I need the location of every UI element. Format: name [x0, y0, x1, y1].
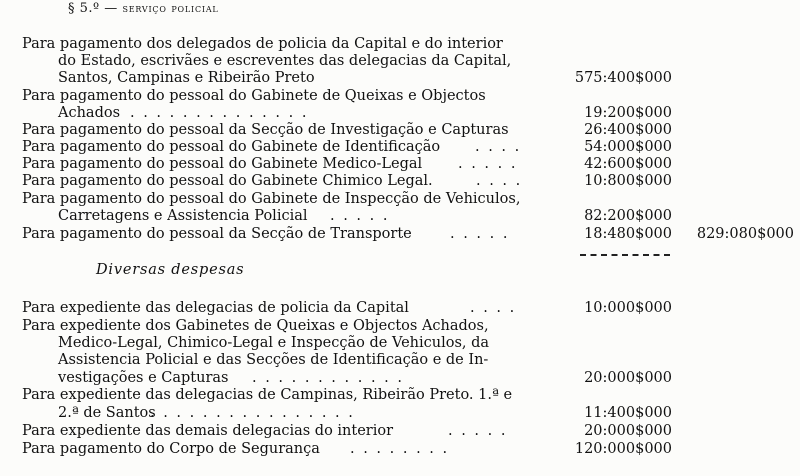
- section-heading: [68, 1, 219, 16]
- sum-rule: [580, 254, 670, 256]
- leader-dots: . . . . .: [458, 156, 518, 172]
- subheading: Diversas despesas: [96, 262, 245, 278]
- entry-text: Para pagamento do Corpo de Segurança: [22, 441, 320, 457]
- entry-line: [0, 300, 800, 317]
- leader-dots: . . . . . . . . . . . . . . . .: [150, 405, 355, 421]
- entry-amount: 20:000$000: [584, 370, 672, 386]
- entry-text: Para pagamento do pessoal do Gabinete Chimico Legal.: [22, 173, 433, 189]
- section-number: § 5.º: [68, 1, 100, 16]
- entry-text: Medico-Legal, Chimico-Legal e Inspecção de Vehiculos, da: [58, 335, 490, 351]
- entry-text: Para expediente das delegacias de policia da Capital: [22, 300, 409, 316]
- leader-dots: . . . .: [476, 173, 523, 189]
- entry-text: 2.ª de Santos: [58, 405, 156, 421]
- entry-line: [0, 70, 800, 87]
- entry-amount: 10:000$000: [584, 300, 672, 316]
- entry-amount: 11:400$000: [584, 405, 672, 421]
- entry-line: [0, 156, 800, 173]
- leader-dots: . . . . . . . . . . . .: [252, 370, 405, 386]
- entry-text: Para pagamento do pessoal do Gabinete de Queixas e Objectos: [22, 88, 486, 104]
- entry-amount: 42:600$000: [584, 156, 672, 172]
- entry-line: [0, 139, 800, 156]
- entry-line: [0, 191, 800, 208]
- entry-amount: 19:200$000: [584, 105, 672, 121]
- group-total: 829:080$000: [696, 226, 794, 242]
- entry-line: [0, 226, 800, 243]
- entry-amount: 18:480$000: [584, 226, 672, 242]
- entry-text: Para pagamento do pessoal do Gabinete de Inspecção de Vehiculos,: [22, 191, 521, 207]
- entry-text: Para pagamento dos delegados de policia da Capital e do interior: [22, 36, 503, 52]
- entry-amount: 10:800$000: [584, 173, 672, 189]
- leader-dots: . . . . . . . . . . . . . .: [130, 105, 309, 121]
- entry-line: [0, 370, 800, 387]
- entry-amount: 20:000$000: [584, 423, 672, 439]
- entry-line: [0, 88, 800, 105]
- entry-line: [0, 208, 800, 225]
- entry-line: [0, 352, 800, 369]
- entry-line: [0, 387, 800, 404]
- entry-line: [0, 441, 800, 458]
- entry-amount: 26:400$000: [584, 122, 672, 138]
- entry-line: [0, 423, 800, 440]
- entry-text: Para pagamento do pessoal do Gabinete de Identificação: [22, 139, 441, 155]
- leader-dots: . . . . .: [330, 208, 390, 224]
- entry-line: [0, 105, 800, 122]
- entry-text: Carretagens e Assistencia Policial: [58, 208, 308, 224]
- entry-line: [0, 335, 800, 352]
- entry-text: Para expediente das delegacias de Campinas, Ribeirão Preto. 1.ª e: [22, 387, 513, 403]
- leader-dots: . . . . .: [448, 423, 508, 439]
- entry-line: [0, 36, 800, 53]
- leader-dots: . . . .: [470, 300, 517, 316]
- entry-line: [0, 318, 800, 335]
- entry-text: Para pagamento do pessoal do Gabinete Medico-Legal: [22, 156, 423, 172]
- section-title: serviço policial: [122, 1, 219, 15]
- leader-dots: . . . .: [475, 139, 522, 155]
- entry-amount: 54:000$000: [584, 139, 672, 155]
- entry-text: vestigações e Capturas: [58, 370, 229, 386]
- entry-line: [0, 173, 800, 190]
- entry-line: [0, 53, 800, 70]
- entry-text: Para pagamento do pessoal da Secção de Transporte: [22, 226, 412, 242]
- entry-text: Assistencia Policial e das Secções de Identificação e de In-: [58, 352, 489, 368]
- section-dash: —: [104, 1, 118, 16]
- entry-text: Para pagamento do pessoal da Secção de Investigação e Capturas: [22, 122, 509, 138]
- entry-text: Para expediente das demais delegacias do interior: [22, 423, 394, 439]
- entry-line: [0, 405, 800, 422]
- entry-amount: 120:000$000: [574, 441, 672, 457]
- entry-text: Santos, Campinas e Ribeirão Preto: [58, 70, 315, 86]
- entry-text: do Estado, escrivães e escreventes das delegacias da Capital,: [58, 53, 512, 69]
- entry-amount: 82:200$000: [584, 208, 672, 224]
- entry-line: [0, 122, 800, 139]
- entry-amount: 575:400$000: [574, 70, 672, 86]
- entry-text: Achados: [58, 105, 121, 121]
- leader-dots: . . . . . . . .: [350, 441, 450, 457]
- leader-dots: . . . . .: [450, 226, 510, 242]
- entry-text: Para expediente dos Gabinetes de Queixas e Objectos Achados,: [22, 318, 489, 334]
